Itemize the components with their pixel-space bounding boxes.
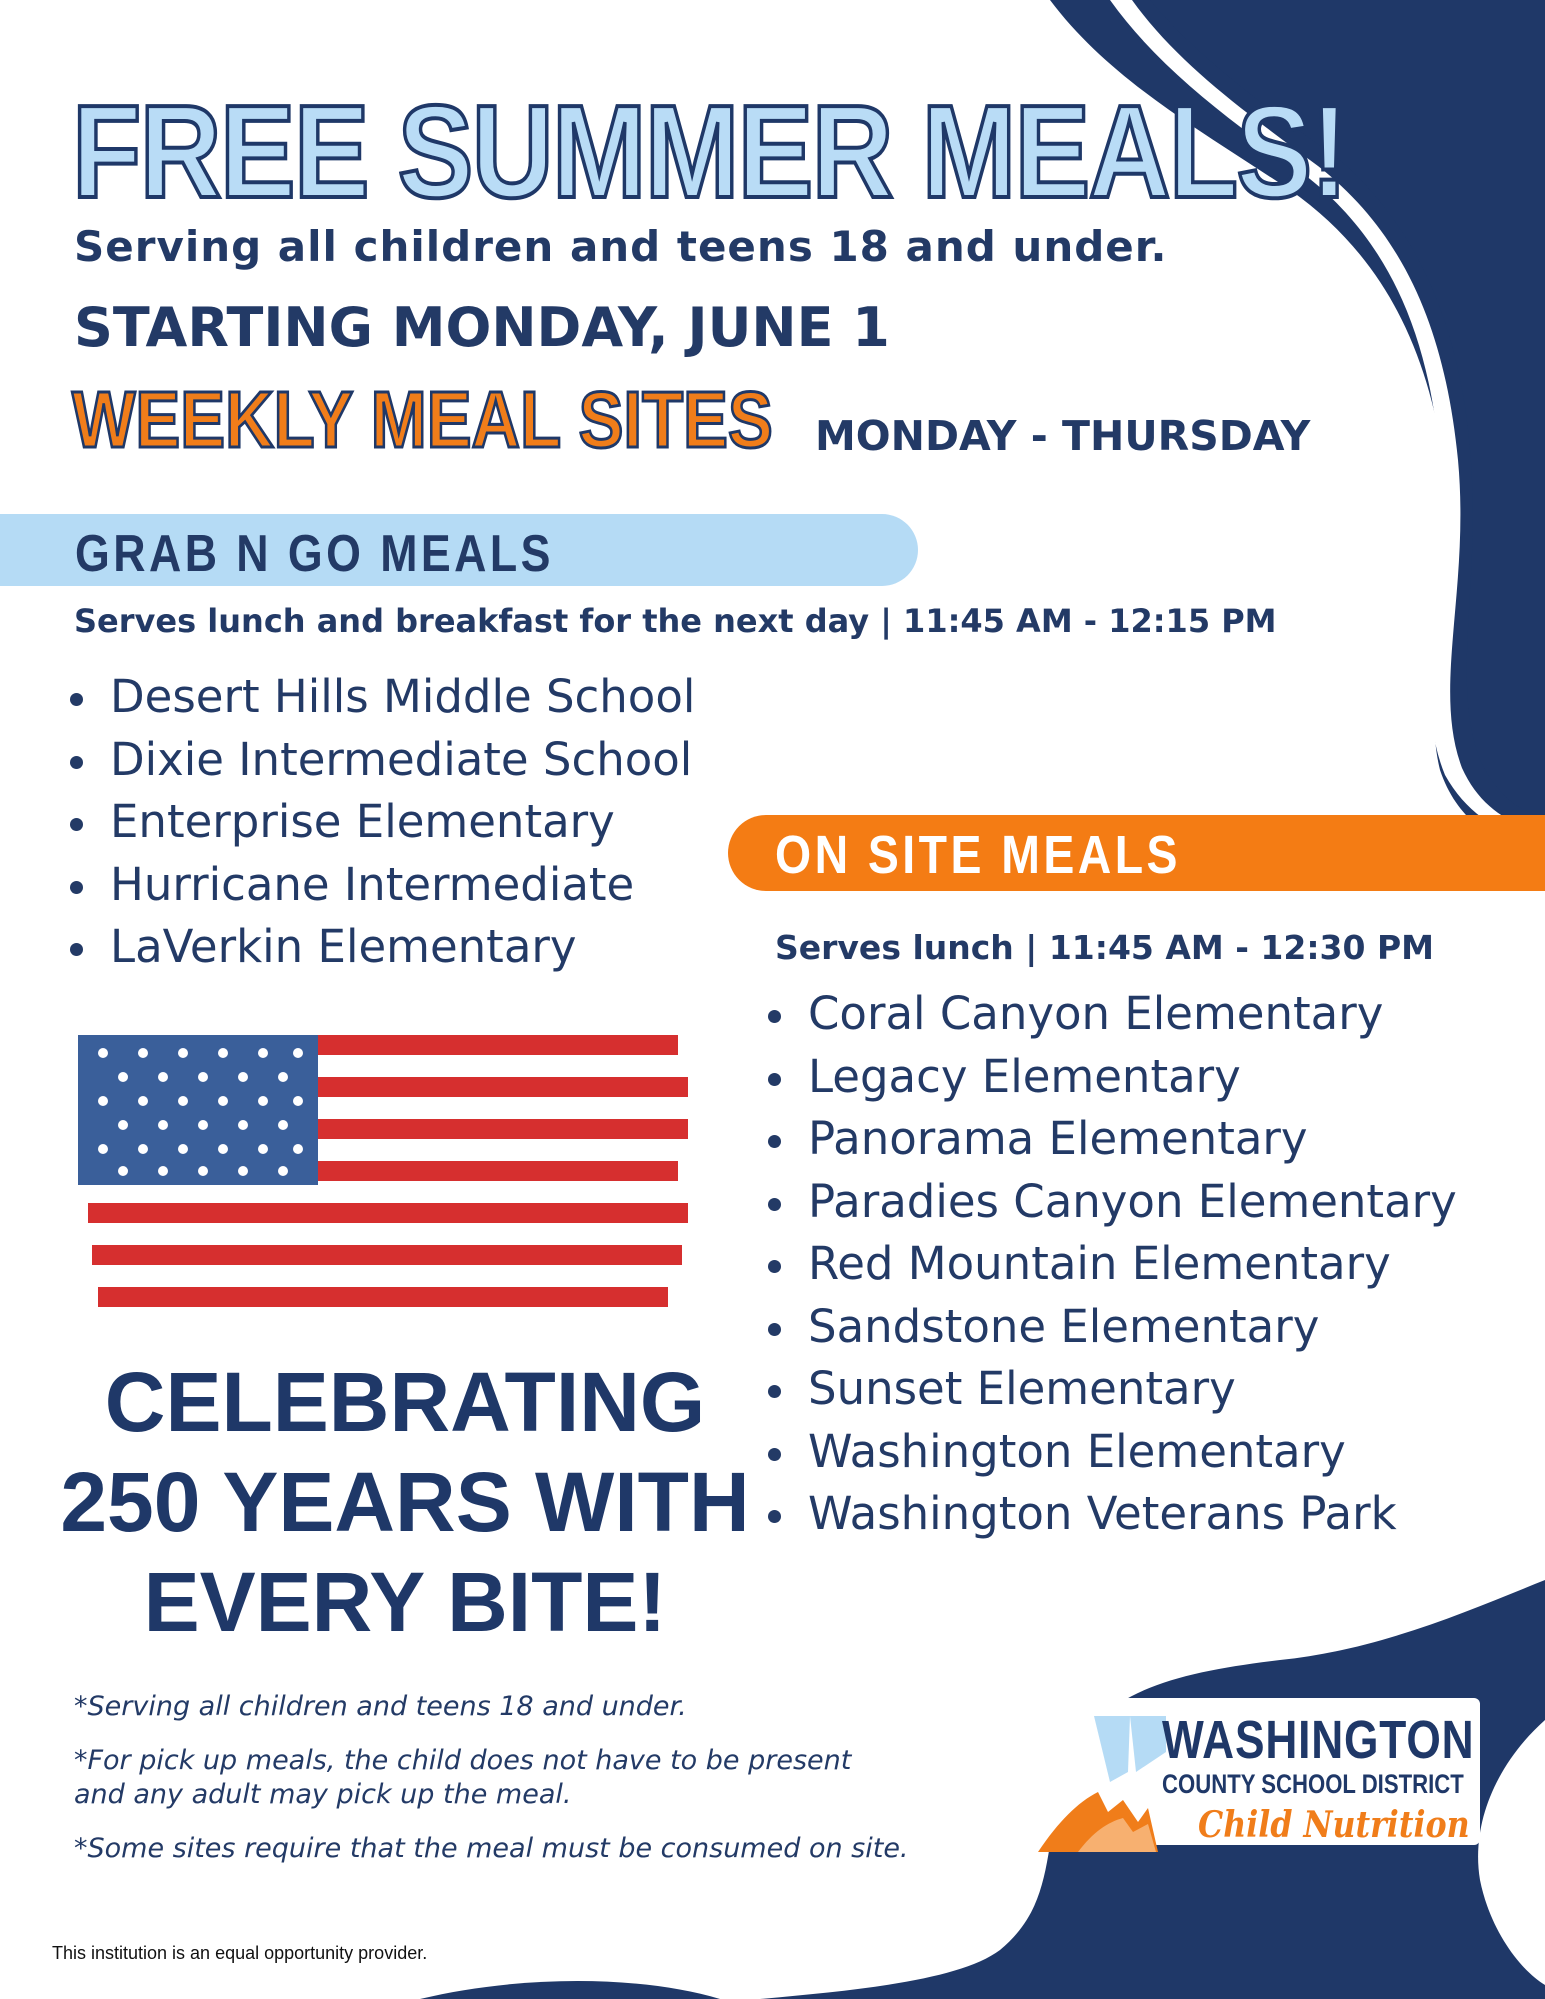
on-site-site-list [764,983,1457,1546]
list-item: Panorama Elementary [764,1108,1457,1171]
list-item: Red Mountain Elementary [764,1233,1457,1296]
list-item: Sandstone Elementary [764,1296,1457,1359]
equal-opportunity-statement: This institution is an equal opportunity provider. [52,1943,428,1963]
logo-tagline: Child Nutrition [1198,1804,1470,1846]
subtitle: Serving all children and teens 18 and under. [74,222,1168,271]
start-date: STARTING MONDAY, JUNE 1 [74,296,890,359]
logo-underline [1140,1852,1470,1858]
list-item: Hurricane Intermediate [66,854,695,917]
list-item: Dixie Intermediate School [66,729,695,792]
weekly-heading: WEEKLY MEAL SITES [72,375,773,464]
list-item: LaVerkin Elementary [66,916,695,979]
list-item: Legacy Elementary [764,1046,1457,1109]
logo-subtitle: COUNTY SCHOOL DISTRICT [1162,1769,1464,1799]
grab-n-go-site-list [66,666,695,979]
list-item: Coral Canyon Elementary [764,983,1457,1046]
list-item: Paradies Canyon Elementary [764,1171,1457,1234]
list-item: Washington Veterans Park [764,1483,1457,1546]
list-item: Washington Elementary [764,1421,1457,1484]
page-title: FREE SUMMER MEALS! [72,78,1347,225]
list-item: Desert Hills Middle School [66,666,695,729]
list-item: Sunset Elementary [764,1358,1457,1421]
days-label: MONDAY - THURSDAY [815,412,1311,460]
logo-title: WASHINGTON [1162,1710,1475,1770]
footnote: *Some sites require that the meal must be consumed on site. [74,1833,909,1864]
footnote: *For pick up meals, the child does not have to be present and any adult may pick up the meal. [74,1745,852,1810]
list-item: Enterprise Elementary [66,791,695,854]
celebration-message [60,1352,750,1652]
footnote: *Serving all children and teens 18 and under. [74,1691,687,1722]
american-flag-icon [78,1035,698,1325]
bottom-center-wave [420,1981,720,1999]
grab-n-go-serves: Serves lunch and breakfast for the next day | 11:45 AM - 12:15 PM [74,602,1277,640]
flag-canton [78,1035,318,1185]
celebration-line-1: CELEBRATING [104,1355,706,1449]
grab-n-go-label: GRAB N GO MEALS [75,525,554,583]
footnotes [74,1690,934,1886]
celebration-line-3: EVERY BITE! [143,1555,667,1649]
celebration-line-2: 250 YEARS WITH [60,1455,750,1549]
on-site-label: ON SITE MEALS [775,825,1181,885]
on-site-serves: Serves lunch | 11:45 AM - 12:30 PM [775,928,1434,967]
